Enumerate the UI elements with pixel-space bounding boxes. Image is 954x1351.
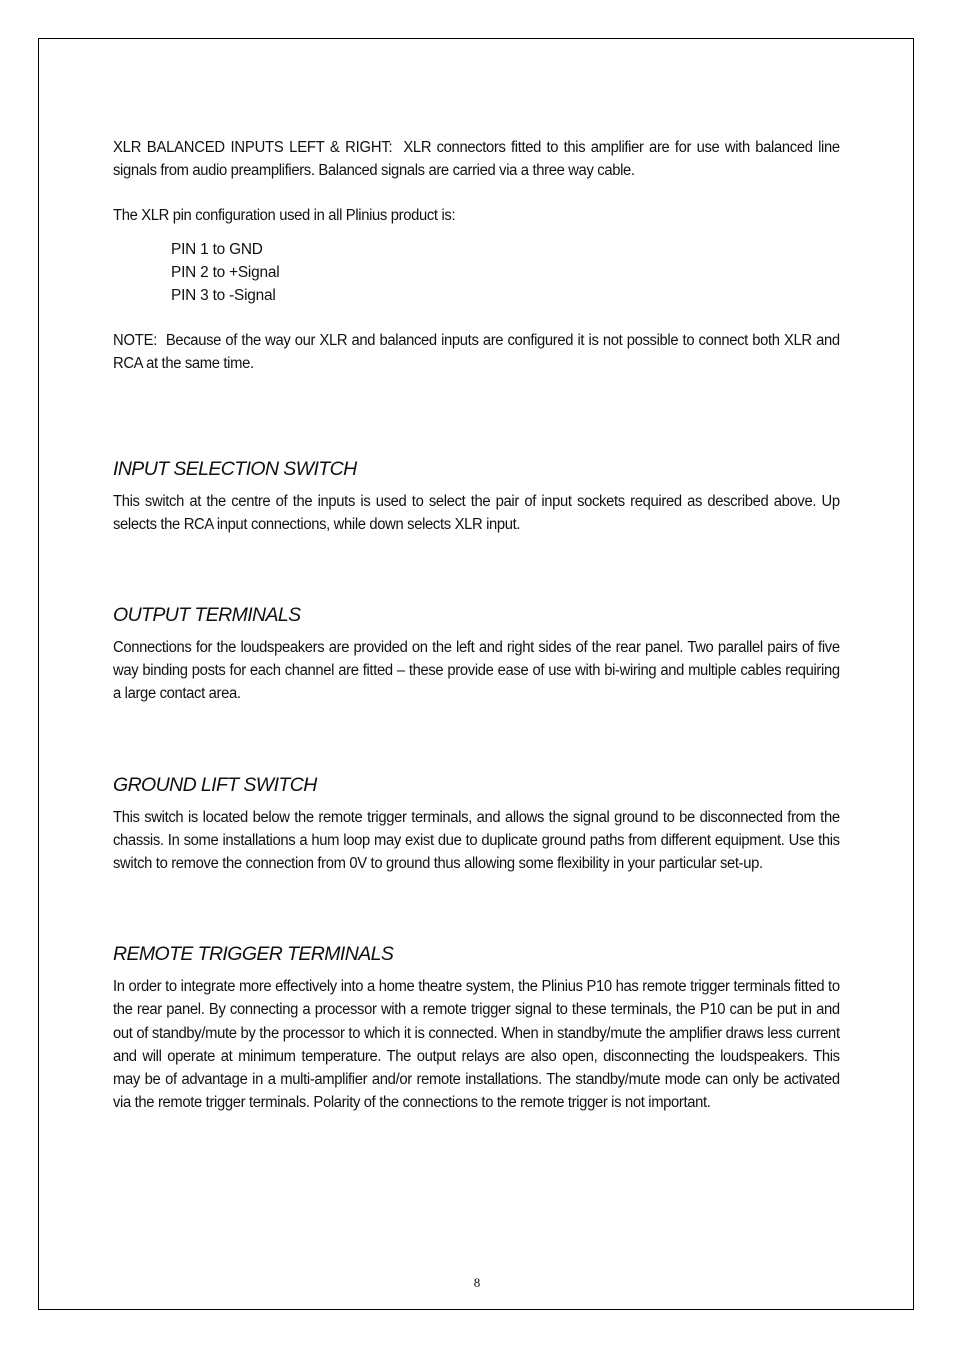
section-text-output-terminals: Connections for the loudspeakers are provided on the left and right sides of the rear panel. Two parallel pairs of five way binding posts for each channel are fitted – these provide ease of use with bi-wiring and multiple cables requiring a large contact area. bbox=[113, 639, 840, 703]
xlr-heading: XLR BALANCED INPUTS LEFT & RIGHT: bbox=[113, 139, 393, 156]
section-title-ground-lift: GROUND LIFT SWITCH bbox=[113, 773, 317, 796]
page-content bbox=[113, 136, 840, 1114]
xlr-paragraph bbox=[113, 136, 840, 182]
section-title-remote-trigger: REMOTE TRIGGER TERMINALS bbox=[113, 943, 394, 966]
note-label: NOTE: bbox=[113, 332, 158, 350]
section-title-output-terminals: OUTPUT TERMINALS bbox=[113, 604, 301, 627]
section-text-remote-trigger: In order to integrate more effectively into a home theatre system, the Plinius P10 has remote trigger terminals fitted to the rear panel. By connecting a processor with a remote trigger signal to these terminals, the P10 can be put in and out of standby/mute by the processor to which it is connected. When in standby/mute the amplifier draws less current and will operate at minimum temperature. The output relays are also open, disconnecting the loudspeakers. This may be of advantage in a multi-amplifier and/or remote installations. The standby/mute mode can only be activated via the remote trigger terminals. Polarity of the connections to the remote trigger is not important. bbox=[113, 978, 840, 1112]
section-text-input-selection: This switch at the centre of the inputs is used to select the pair of input sockets required as described above. Up selects the RCA input connections, while down selects XLR input. bbox=[113, 492, 840, 533]
pin-list bbox=[171, 238, 840, 308]
note-paragraph bbox=[113, 329, 840, 375]
section-title-input-selection: INPUT SELECTION SWITCH bbox=[113, 457, 357, 480]
pin-item: PIN 2 to +Signal bbox=[171, 263, 280, 281]
pin-item: PIN 3 to -Signal bbox=[171, 287, 276, 305]
pin-item: PIN 1 to GND bbox=[171, 240, 263, 258]
xlr-config-text: The XLR pin configuration used in all Plinius product is: bbox=[113, 207, 456, 225]
note-text: Because of the way our XLR and balanced inputs are configured it is not possible to connect both XLR and RCA at the same time. bbox=[113, 332, 840, 373]
xlr-text: XLR connectors fitted to this amplifier are for use with balanced line signals from audio preamplifiers. Balanced signals are carried via a three way cable. bbox=[113, 139, 840, 180]
section-text-ground-lift: This switch is located below the remote trigger terminals, and allows the signal ground to be disconnected from the chassis. In some installations a hum loop may exist due to duplicate ground paths from different equipment. Use this switch to remove the connection from 0V to ground thus allowing some flexibility in your particular set-up. bbox=[113, 808, 840, 873]
page-number: 8 bbox=[473, 1275, 481, 1290]
